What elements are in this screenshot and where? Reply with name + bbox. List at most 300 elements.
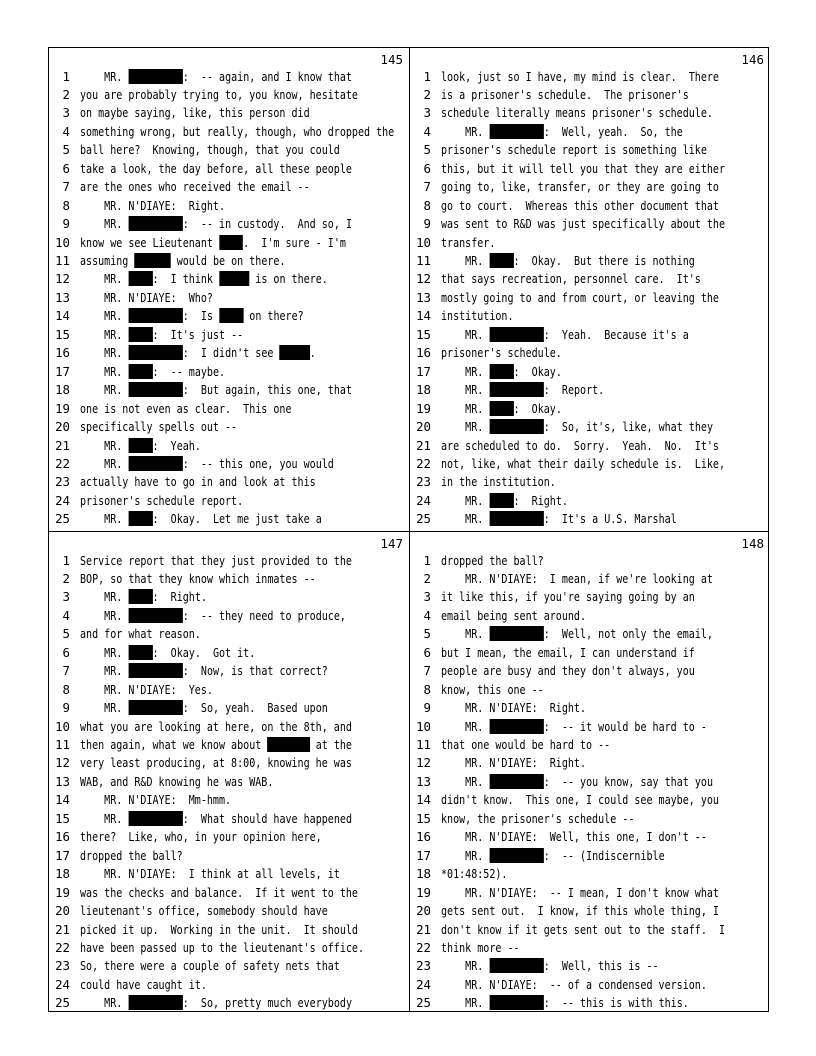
line-text xyxy=(441,363,562,381)
transcript-line xyxy=(410,104,770,122)
line-text xyxy=(441,902,719,920)
line-number: 16 xyxy=(55,829,70,845)
transcript-line xyxy=(49,418,409,436)
line-text xyxy=(80,865,340,883)
redaction-block xyxy=(489,626,543,641)
line-text-segment: MR. xyxy=(441,718,490,734)
line-text-segment: MR. N'DIAYE: Right. xyxy=(441,700,587,716)
line-text xyxy=(441,662,695,680)
line-text-segment: but I mean, the email, I can understand if xyxy=(441,644,695,660)
transcript-line xyxy=(410,718,770,736)
line-number: 14 xyxy=(55,792,70,808)
line-text-segment: : I didn't see xyxy=(182,345,280,361)
redaction-block xyxy=(489,958,543,973)
line-text-segment: : -- this is with this. xyxy=(543,995,689,1011)
line-text xyxy=(441,718,707,736)
transcript-line xyxy=(49,307,409,325)
transcript-line xyxy=(410,270,770,288)
line-text xyxy=(80,252,285,270)
line-number: 3 xyxy=(423,105,431,121)
line-text xyxy=(441,86,689,104)
transcript-line xyxy=(49,736,409,754)
line-text-segment: BOP, so that they know which inmates -- xyxy=(80,570,316,586)
line-text-segment: : It's a U.S. Marshal xyxy=(543,511,677,527)
transcript-line xyxy=(410,847,770,865)
line-text xyxy=(441,270,701,288)
line-text xyxy=(80,662,328,680)
line-text xyxy=(441,681,544,699)
line-text-segment: MR. xyxy=(441,253,490,268)
transcript-line xyxy=(410,160,770,178)
line-text xyxy=(80,607,346,625)
line-number: 9 xyxy=(62,700,70,716)
redaction-block xyxy=(489,848,543,863)
line-text-segment: MR. xyxy=(80,363,129,379)
line-text xyxy=(80,754,352,772)
transcript-line xyxy=(49,270,409,288)
redaction-block xyxy=(128,608,182,623)
line-number: 6 xyxy=(423,644,431,660)
line-text-segment: email being sent around. xyxy=(441,607,587,623)
line-text-segment: : -- in custody. And so, I xyxy=(182,216,352,232)
transcript-line xyxy=(410,492,770,510)
line-number: 18 xyxy=(416,866,431,882)
line-number: 6 xyxy=(62,160,70,176)
line-number: 22 xyxy=(55,939,70,955)
line-number: 10 xyxy=(55,718,70,734)
transcript-line xyxy=(49,754,409,772)
redaction-block xyxy=(128,271,152,286)
line-text xyxy=(80,270,328,288)
line-text xyxy=(80,492,243,510)
line-text xyxy=(441,791,719,809)
line-number: 9 xyxy=(423,216,431,232)
line-text-segment: MR. xyxy=(80,308,129,324)
line-text xyxy=(441,754,586,772)
line-text xyxy=(441,473,556,491)
line-text xyxy=(441,344,562,362)
line-text-segment: prisoner's schedule report is something like xyxy=(441,142,707,158)
transcript-page xyxy=(49,532,409,1015)
line-text-segment: not, like, what their daily schedule is. Like, xyxy=(441,455,726,471)
transcript-line xyxy=(410,123,770,141)
redaction-block xyxy=(489,419,543,434)
line-text xyxy=(441,178,719,196)
line-text-segment: : So, pretty much everybody xyxy=(182,995,352,1011)
line-text xyxy=(80,326,243,344)
transcript-line xyxy=(410,289,770,307)
line-text xyxy=(80,994,352,1012)
line-number: 12 xyxy=(55,755,70,771)
line-number: 24 xyxy=(416,492,431,508)
transcript-line xyxy=(410,699,770,717)
transcript-line xyxy=(49,994,409,1012)
line-number: 13 xyxy=(416,289,431,305)
line-text xyxy=(80,381,352,399)
transcript-line xyxy=(49,363,409,381)
line-text-segment: : -- it would be hard to - xyxy=(543,718,707,734)
line-number: 17 xyxy=(55,847,70,863)
line-number: 8 xyxy=(423,197,431,213)
line-number: 16 xyxy=(416,345,431,361)
line-text-segment: MR. xyxy=(80,663,129,679)
line-number: 23 xyxy=(416,474,431,490)
line-text-segment: : Okay. xyxy=(513,400,562,416)
transcript-line xyxy=(49,828,409,846)
line-text-segment: MR. xyxy=(80,589,129,605)
line-text-segment: MR. xyxy=(80,382,129,398)
line-number: 7 xyxy=(62,663,70,679)
line-text-segment: is a prisoner's schedule. The prisoner's xyxy=(441,86,689,102)
line-text-segment: : -- (Indiscernible xyxy=(543,847,665,863)
line-text-segment: MR. xyxy=(80,810,129,826)
line-text xyxy=(80,552,352,570)
line-number: 8 xyxy=(62,197,70,213)
line-number: 20 xyxy=(416,903,431,919)
line-text-segment: MR. N'DIAYE: Well, this one, I don't -- xyxy=(441,829,707,845)
line-number: 14 xyxy=(416,792,431,808)
transcript-line xyxy=(410,607,770,625)
line-text-segment: would be on there. xyxy=(170,253,286,268)
line-text xyxy=(441,607,586,625)
line-text-segment: MR. xyxy=(441,995,490,1011)
redaction-block xyxy=(219,271,249,286)
line-number: 22 xyxy=(55,455,70,471)
line-text-segment: was the checks and balance. If it went to the xyxy=(80,884,358,900)
line-text-segment: MR. xyxy=(80,271,129,287)
line-number: 19 xyxy=(55,400,70,416)
line-text xyxy=(441,252,695,270)
line-text xyxy=(80,625,201,643)
transcript-line xyxy=(410,921,770,939)
line-number: 12 xyxy=(55,271,70,287)
transcript-line xyxy=(49,847,409,865)
line-number: 11 xyxy=(416,737,431,752)
transcript-line xyxy=(410,828,770,846)
line-text-segment: MR. xyxy=(441,847,490,863)
transcript-line xyxy=(410,234,770,252)
redaction-block xyxy=(128,645,152,660)
transcript-line xyxy=(410,810,770,828)
line-number: 22 xyxy=(416,939,431,955)
line-text xyxy=(80,473,316,491)
line-text-segment: then again, what we know about xyxy=(80,737,268,752)
line-text-segment: MR. xyxy=(441,123,490,139)
transcript-page xyxy=(410,48,770,531)
line-text-segment: at the xyxy=(309,737,352,752)
redaction-block xyxy=(489,124,543,139)
line-text xyxy=(441,552,544,570)
transcript-line xyxy=(49,252,409,270)
line-text xyxy=(80,847,183,865)
line-text-segment: MR. xyxy=(80,700,129,716)
transcript-line xyxy=(49,86,409,104)
line-number: 5 xyxy=(62,142,70,158)
line-text-segment: MR. xyxy=(80,216,129,232)
page-number: 147 xyxy=(380,536,403,551)
transcript-line xyxy=(49,344,409,362)
transcript-line xyxy=(49,437,409,455)
line-text xyxy=(80,939,364,957)
line-text-segment: is on there. xyxy=(249,271,328,287)
line-number: 18 xyxy=(55,382,70,398)
line-number: 6 xyxy=(423,160,431,176)
line-text-segment: . xyxy=(309,345,316,361)
line-text-segment: MR. N'DIAYE: I think at all levels, it xyxy=(80,866,340,882)
transcript-line xyxy=(410,141,770,159)
line-number: 23 xyxy=(416,958,431,974)
line-text-segment: MR. N'DIAYE: Yes. xyxy=(80,681,213,697)
line-text xyxy=(80,160,352,178)
line-text xyxy=(80,289,213,307)
line-text xyxy=(441,847,665,865)
transcript-line xyxy=(410,552,770,570)
transcript-line xyxy=(410,252,770,270)
line-text-segment: MR. xyxy=(441,773,490,789)
line-number: 21 xyxy=(55,437,70,453)
transcript-line xyxy=(410,197,770,215)
line-text-segment: : Report. xyxy=(543,382,605,398)
line-number: 24 xyxy=(55,976,70,992)
line-text xyxy=(441,921,725,939)
line-text xyxy=(441,68,719,86)
redaction-block xyxy=(128,382,182,397)
redaction-block xyxy=(489,995,543,1010)
line-text xyxy=(80,104,310,122)
line-number: 19 xyxy=(55,884,70,900)
transcript-line xyxy=(410,957,770,975)
line-text xyxy=(441,644,695,662)
transcript-line xyxy=(410,307,770,325)
line-text xyxy=(441,123,683,141)
line-text xyxy=(441,160,725,178)
line-text xyxy=(80,699,328,717)
line-text xyxy=(80,123,394,141)
transcript-line xyxy=(410,344,770,362)
redaction-block xyxy=(128,327,152,342)
line-number: 25 xyxy=(416,511,431,527)
line-text-segment: actually have to go in and look at this xyxy=(80,474,316,490)
line-text xyxy=(441,588,695,606)
line-text-segment: MR. xyxy=(80,326,129,342)
line-text xyxy=(80,884,358,902)
line-number: 2 xyxy=(423,86,431,102)
transcript-line xyxy=(410,363,770,381)
redaction-block xyxy=(489,511,543,526)
redaction-block xyxy=(489,719,543,734)
line-number: 20 xyxy=(55,903,70,919)
line-number: 6 xyxy=(62,644,70,660)
line-text xyxy=(80,644,255,662)
line-text-segment: *01:48:52). xyxy=(441,866,508,882)
transcript-line xyxy=(49,400,409,418)
page-number: 148 xyxy=(741,536,764,551)
line-number: 9 xyxy=(423,700,431,716)
line-text-segment: think more -- xyxy=(441,939,520,955)
line-text xyxy=(80,976,207,994)
line-text xyxy=(441,104,713,122)
line-text xyxy=(80,400,291,418)
line-text xyxy=(80,197,225,215)
line-number: 13 xyxy=(55,773,70,789)
line-number: 19 xyxy=(416,884,431,900)
line-number: 24 xyxy=(416,976,431,992)
line-text xyxy=(80,363,225,381)
line-text-segment: schedule literally means prisoner's schedule. xyxy=(441,105,713,121)
line-text-segment: MR. N'DIAYE: I mean, if we're looking at xyxy=(441,570,713,586)
line-text xyxy=(441,773,713,791)
line-text-segment: MR. xyxy=(80,995,129,1011)
line-text-segment: take a look, the day before, all these people xyxy=(80,160,352,176)
transcript-line xyxy=(410,644,770,662)
line-text-segment: : Okay. Let me just take a xyxy=(152,511,322,527)
redaction-block xyxy=(128,589,152,604)
transcript-line xyxy=(49,644,409,662)
line-number: 23 xyxy=(55,958,70,974)
line-text xyxy=(80,86,358,104)
line-text-segment: MR. xyxy=(80,511,129,527)
line-number: 25 xyxy=(55,995,70,1011)
line-text-segment: . I'm sure - I'm xyxy=(243,234,346,250)
line-number: 17 xyxy=(55,363,70,379)
transcript-line xyxy=(49,588,409,606)
line-text-segment: : Right. xyxy=(513,492,568,508)
page-number: 145 xyxy=(380,52,403,67)
redaction-block xyxy=(134,253,170,268)
line-text xyxy=(441,141,707,159)
line-text xyxy=(80,791,231,809)
line-text-segment: assuming xyxy=(80,253,135,268)
line-text-segment: MR. xyxy=(80,437,129,453)
line-text-segment: don't know if it gets sent out to the staff. I xyxy=(441,921,726,937)
transcript-line xyxy=(410,381,770,399)
line-text-segment: : Well, this is -- xyxy=(543,958,659,974)
line-text xyxy=(80,718,352,736)
line-number: 25 xyxy=(55,511,70,527)
line-text-segment: : Right. xyxy=(152,589,207,605)
line-text-segment: that says recreation, personnel care. It's xyxy=(441,271,701,287)
redaction-block xyxy=(128,811,182,826)
line-text-segment: MR. xyxy=(441,400,490,416)
line-text xyxy=(80,570,316,588)
redaction-block xyxy=(128,456,182,471)
line-number: 2 xyxy=(62,86,70,102)
line-text-segment: in the institution. xyxy=(441,474,556,490)
line-text-segment: picked it up. Working in the unit. It should xyxy=(80,921,358,937)
line-text-segment: have been passed up to the lieutenant's office. xyxy=(80,939,365,955)
line-text xyxy=(80,588,207,606)
line-text-segment: : Okay. xyxy=(513,363,562,379)
line-text-segment: MR. xyxy=(80,455,129,471)
transcript-line xyxy=(49,718,409,736)
redaction-block xyxy=(489,382,543,397)
line-text-segment: : -- again, and I know that xyxy=(182,68,352,84)
transcript-line xyxy=(49,957,409,975)
line-text-segment: lieutenant's office, somebody should have xyxy=(80,903,328,919)
line-number: 5 xyxy=(423,142,431,158)
line-text xyxy=(80,307,304,325)
transcript-line xyxy=(49,104,409,122)
transcript-line xyxy=(410,902,770,920)
transcript-line xyxy=(49,791,409,809)
transcript-line xyxy=(410,662,770,680)
line-number: 7 xyxy=(423,663,431,679)
line-text-segment: going to, like, transfer, or they are going to xyxy=(441,179,719,195)
line-text xyxy=(80,418,237,436)
line-text-segment: MR. xyxy=(441,382,490,398)
redaction-block xyxy=(128,663,182,678)
line-text xyxy=(441,215,725,233)
transcript-line xyxy=(410,86,770,104)
line-text xyxy=(441,510,677,528)
transcript-page xyxy=(410,532,770,1015)
line-text-segment: prisoner's schedule. xyxy=(441,345,562,361)
line-number: 16 xyxy=(416,829,431,845)
transcript-line xyxy=(49,510,409,528)
transcript-line xyxy=(410,865,770,883)
line-text xyxy=(441,570,713,588)
transcript-line xyxy=(49,570,409,588)
transcript-line xyxy=(410,68,770,86)
line-text xyxy=(80,234,346,252)
transcript-line xyxy=(49,455,409,473)
transcript-line xyxy=(49,289,409,307)
transcript-line xyxy=(49,625,409,643)
line-text xyxy=(441,289,719,307)
line-number: 15 xyxy=(55,326,70,342)
transcript-line xyxy=(49,552,409,570)
line-text xyxy=(441,699,586,717)
line-text-segment: know, this one -- xyxy=(441,681,544,697)
line-text xyxy=(80,773,273,791)
line-text xyxy=(80,828,322,846)
transcript-line xyxy=(410,473,770,491)
line-text-segment: and for what reason. xyxy=(80,626,201,642)
transcript-line xyxy=(49,178,409,196)
line-text-segment: MR. N'DIAYE: Right. xyxy=(441,755,587,771)
line-text-segment: very least producing, at 8:00, knowing he was xyxy=(80,755,352,771)
line-text-segment: didn't know. This one, I could see maybe, you xyxy=(441,792,719,808)
redaction-block xyxy=(128,345,182,360)
line-text-segment: : Well, not only the email, xyxy=(543,626,713,642)
line-text xyxy=(80,810,352,828)
line-text xyxy=(80,510,322,528)
line-number: 18 xyxy=(416,382,431,398)
transcript-line xyxy=(49,68,409,86)
transcript-line xyxy=(49,921,409,939)
line-text-segment: : -- you know, say that you xyxy=(543,773,713,789)
line-number: 20 xyxy=(416,419,431,435)
line-text xyxy=(441,957,659,975)
line-text-segment: people are busy and they don't always, you xyxy=(441,663,695,679)
line-text xyxy=(441,455,725,473)
line-text-segment: prisoner's schedule report. xyxy=(80,492,244,508)
line-number: 17 xyxy=(416,847,431,863)
line-number: 8 xyxy=(423,681,431,697)
line-text xyxy=(80,141,340,159)
transcript-line xyxy=(410,455,770,473)
transcript-line xyxy=(410,215,770,233)
line-text-segment: : Well, yeah. So, the xyxy=(543,123,683,139)
transcript-line xyxy=(410,625,770,643)
transcript-line xyxy=(49,473,409,491)
line-number: 19 xyxy=(416,400,431,416)
line-number: 14 xyxy=(416,308,431,324)
transcript-line xyxy=(410,939,770,957)
line-text xyxy=(80,681,213,699)
line-number: 10 xyxy=(416,234,431,250)
redaction-block xyxy=(128,364,152,379)
